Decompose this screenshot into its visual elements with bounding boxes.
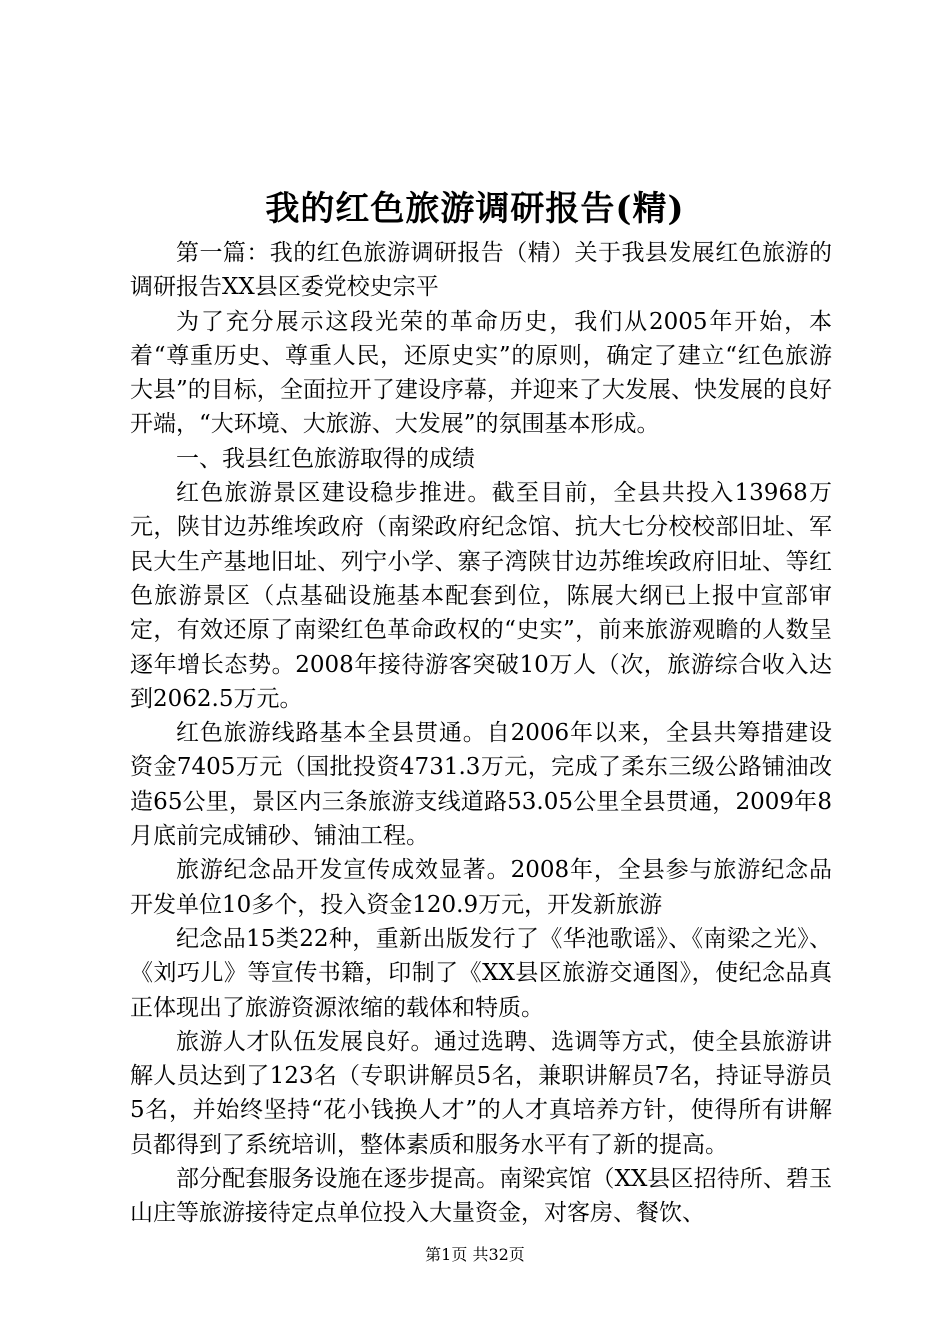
paragraph: 红色旅游景区建设稳步推进。截至目前，全县共投入13968万元，陕甘边苏维埃政府（南梁政府纪念馆、抗大七分校校部旧址、军民大生产基地旧址、列宁小学、寨子湾陕甘边苏维埃政府旧址、等红色旅游景区（点基础设施基本配套到位，陈展大纲已上报中宣部审定，有效还原了南梁红色革命政权的“史实”，前来旅游观瞻的人数呈逐年增长态势。2008年接待游客突破10万人（次，旅游综合收入达到2062.5万元。 (130, 480, 832, 712)
paragraph: 为了充分展示这段光荣的革命历史，我们从2005年开始，本着“尊重历史、尊重人民，还原史实”的原则，确定了建立“红色旅游大县”的目标，全面拉开了建设序幕，并迎来了大发展、快发展的良好开端，“大环境、大旅游、大发展”的氛围基本形成。 (130, 308, 832, 438)
paragraph: 旅游人才队伍发展良好。通过选聘、选调等方式，使全县旅游讲解人员达到了123名（专职讲解员5名，兼职讲解员7名，持证导游员5名，并始终坚持“花小钱换人才”的人才真培养方针，使得所有讲解员都得到了系统培训，整体素质和服务水平有了新的提高。 (130, 1028, 832, 1158)
paragraph: 纪念品15类22种，重新出版发行了《华池歌谣》、《南梁之光》、《刘巧儿》等宣传书籍，印制了《XX县区旅游交通图》，使纪念品真正体现出了旅游资源浓缩的载体和特质。 (130, 925, 832, 1021)
document-body (130, 236, 832, 1231)
paragraph: 部分配套服务设施在逐步提高。南梁宾馆（XX县区招待所、碧玉山庄等旅游接待定点单位投入大量资金，对客房、餐饮、 (130, 1166, 832, 1227)
section-heading: 一、我县红色旅游取得的成绩 (176, 445, 475, 472)
document-title: 我的红色旅游调研报告(精) (265, 189, 685, 229)
paragraph: 第一篇：我的红色旅游调研报告（精）关于我县发展红色旅游的调研报告XX县区委党校史宗平 (130, 240, 832, 301)
paragraph: 红色旅游线路基本全县贯通。自2006年以来，全县共筹措建设资金7405万元（国批投资4731.3万元，完成了柔东三级公路铺油改造65公里，景区内三条旅游支线道路53.05公里全县贯通，2009年8月底前完成铺砂、铺油工程。 (130, 720, 832, 850)
paragraph: 旅游纪念品开发宣传成效显著。2008年，全县参与旅游纪念品开发单位10多个，投入资金120.9万元，开发新旅游 (130, 857, 832, 918)
page-footer: 第1页 共32页 (425, 1245, 525, 1264)
